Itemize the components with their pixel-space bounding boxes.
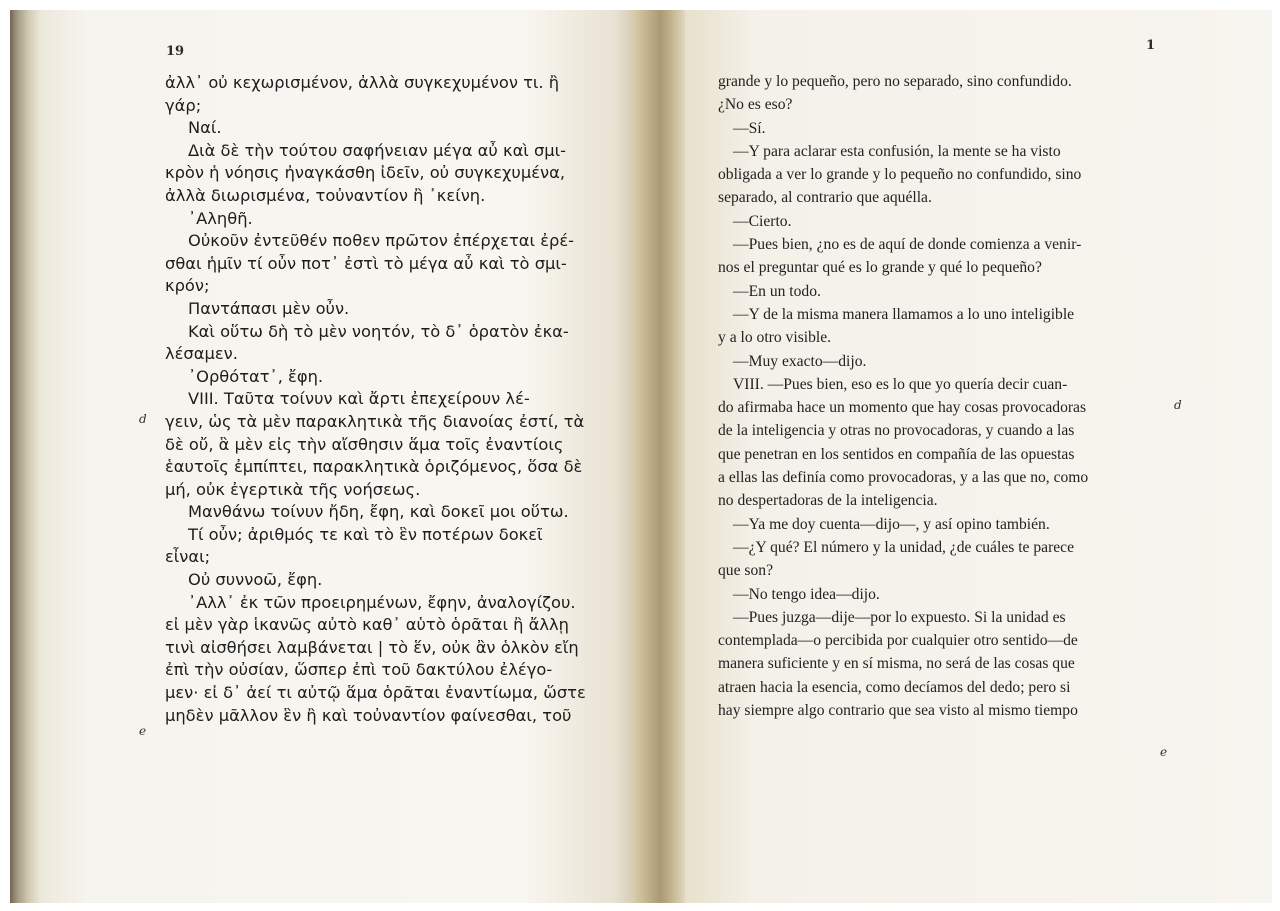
spanish-text-line: atraen hacia la esencia, como decíamos del dedo; pero si: [718, 678, 1071, 696]
spanish-text-line: no despertadoras de la inteligencia.: [718, 492, 938, 510]
greek-text-line: λέσαμεν.: [165, 344, 238, 364]
right-page-number: 1: [1146, 38, 1156, 53]
greek-text-line: ἑαυτοῖς ἐμπίπτει, παρακλητικὰ ὁριζόμενος, ὅσα δὲ: [165, 457, 583, 477]
greek-text-line: ἀλλὰ διωρισμένα, τοὐναντίον ἢ ᾽κείνη.: [165, 185, 486, 205]
left-page-number: 19: [166, 44, 185, 59]
greek-text-line: Τί οὖν; ἀριθμός τε καὶ τὸ ἓν ποτέρων δοκεῖ: [188, 524, 543, 544]
spanish-text-line: —En un todo.: [733, 282, 821, 300]
left-margin-marker-e: e: [139, 724, 147, 738]
greek-text-line: σθαι ἡμῖν τί οὖν ποτ᾽ ἐστὶ τὸ μέγα αὖ καὶ τὸ σμι-: [165, 253, 567, 273]
page-edges: [10, 10, 40, 903]
spanish-text-line: —Pues juzga—dije—por lo expuesto. Si la unidad es: [733, 608, 1066, 626]
greek-text-line: δὲ οὔ, ἃ μὲν εἰς τὴν αἴσθησιν ἅμα τοῖς ἐναντίοις: [165, 434, 564, 454]
greek-text-line: ἀλλ᾽ οὐ κεχωρισμένον, ἀλλὰ συγκεχυμένον τι. ἢ: [165, 73, 560, 92]
spanish-text-line: —No tengo idea—dijo.: [733, 585, 880, 603]
greek-text-line: ᾽Αλλ᾽ ἐκ τῶν προειρημένων, ἔφην, ἀναλογίζου.: [188, 592, 576, 612]
spanish-text-line: VIII. —Pues bien, eso es lo que yo quería decir cuan-: [733, 375, 1068, 393]
greek-text-line: ᾽Ορθότατ᾽, ἔφη.: [188, 366, 324, 386]
spanish-text-column: [718, 70, 1166, 722]
book-gutter: [635, 10, 685, 903]
spanish-text-line: —Muy exacto—dijo.: [733, 352, 867, 370]
spanish-text-line: —Y de la misma manera llamamos a lo uno inteligible: [733, 305, 1075, 323]
greek-text-line: Μανθάνω τοίνυν ἤδη, ἔφη, καὶ δοκεῖ μοι οὕτω.: [188, 502, 569, 522]
spanish-text-line: —Y para aclarar esta confusión, la mente se ha visto: [733, 142, 1061, 160]
spanish-text-line: que son?: [718, 562, 773, 580]
spanish-text-line: a ellas las definía como provocadoras, y a las que no, como: [718, 469, 1089, 487]
greek-text-line: γειν, ὡς τὰ μὲν παρακλητικὰ τῆς διανοίας ἐστί, τὰ: [165, 411, 585, 431]
greek-text-line: τινὶ αἰσθήσει λαμβάνεται | τὸ ἕν, οὐκ ἂν ὁλκὸν εἴη: [165, 637, 579, 657]
spanish-text-line: —Pues bien, ¿no es de aquí de donde comienza a venir-: [733, 236, 1082, 254]
greek-text-line: ἐπὶ τὴν οὐσίαν, ὥσπερ ἐπὶ τοῦ δακτύλου ἐλέγο-: [165, 660, 553, 680]
spanish-text-line: —Sí.: [733, 119, 766, 137]
spanish-text-line: —¿Y qué? El número y la unidad, ¿de cuáles te parece: [733, 538, 1075, 556]
greek-text-column: [165, 72, 615, 727]
greek-text-line: ᾽Αληθῆ.: [188, 208, 253, 228]
greek-text-line: μηδὲν μᾶλλον ἓν ἢ καὶ τοὐναντίον φαίνεσθαι, τοῦ: [165, 705, 572, 725]
greek-text-line: Καὶ οὕτω δὴ τὸ μὲν νοητόν, τὸ δ᾽ ὁρατὸν ἐκα-: [188, 321, 569, 341]
greek-text-line: μεν· εἰ δ᾽ ἀεί τι αὐτῷ ἅμα ὁρᾶται ἐναντίωμα, ὥστε: [165, 683, 586, 703]
right-margin-marker-e: e: [1160, 745, 1168, 759]
greek-text-line: VIII. Ταῦτα τοίνυν καὶ ἄρτι ἐπεχείρουν λέ-: [188, 389, 530, 409]
spanish-text-line: —Ya me doy cuenta—dijo—, y así opino también.: [733, 515, 1050, 533]
greek-text-line: Οὐ συννοῶ, ἔφη.: [188, 570, 323, 590]
spanish-text-line: de la inteligencia y otras no provocadoras, y cuando a las: [718, 422, 1075, 440]
spanish-text-line: separado, al contrario que aquélla.: [718, 189, 932, 207]
spanish-text-line: obligada a ver lo grande y lo pequeño no confundido, sino: [718, 166, 1082, 184]
greek-text-line: εἰ μὲν γὰρ ἱκανῶς αὐτὸ καθ᾽ αὑτὸ ὁρᾶται ἢ ἄλλῃ: [165, 615, 569, 635]
greek-text-line: Διὰ δὲ τὴν τούτου σαφήνειαν μέγα αὖ καὶ σμι-: [188, 140, 567, 160]
greek-text-line: εἶναι;: [165, 547, 211, 567]
spanish-text-line: grande y lo pequeño, pero no separado, sino confundido.: [718, 73, 1072, 90]
greek-text-line: Παντάπασι μὲν οὖν.: [188, 298, 350, 318]
right-margin-marker-d: d: [1174, 398, 1182, 412]
spanish-text-line: ¿No es eso?: [718, 96, 793, 114]
greek-text-line: Οὐκοῦν ἐντεῦθέν ποθεν πρῶτον ἐπέρχεται ἐρέ-: [188, 231, 575, 251]
greek-text-line: κρόν;: [165, 276, 210, 296]
greek-text-line: μή, οὐκ ἐγερτικὰ τῆς νοήσεως.: [165, 479, 421, 499]
spanish-text-line: que penetran en los sentidos en compañía de las opuestas: [718, 445, 1075, 463]
spanish-text-line: contemplada—o percibida por cualquier otro sentido—de: [718, 632, 1078, 650]
greek-text-line: Ναί.: [188, 118, 222, 138]
spanish-text-line: do afirmaba hace un momento que hay cosas provocadoras: [718, 399, 1087, 417]
spanish-text-line: hay siempre algo contrario que sea visto al mismo tiempo: [718, 702, 1078, 720]
spanish-text-line: y a lo otro visible.: [718, 329, 832, 347]
greek-text-line: γάρ;: [165, 95, 202, 115]
spanish-text-line: nos el preguntar qué es lo grande y qué lo pequeño?: [718, 259, 1042, 277]
greek-text-line: κρὸν ἡ νόησις ἠναγκάσθη ἰδεῖν, οὐ συγκεχυμένα,: [165, 163, 566, 183]
left-margin-marker-d: d: [139, 412, 147, 426]
spanish-text-line: —Cierto.: [733, 212, 792, 230]
spanish-text-line: manera suficiente y en sí misma, no será de las cosas que: [718, 655, 1075, 673]
